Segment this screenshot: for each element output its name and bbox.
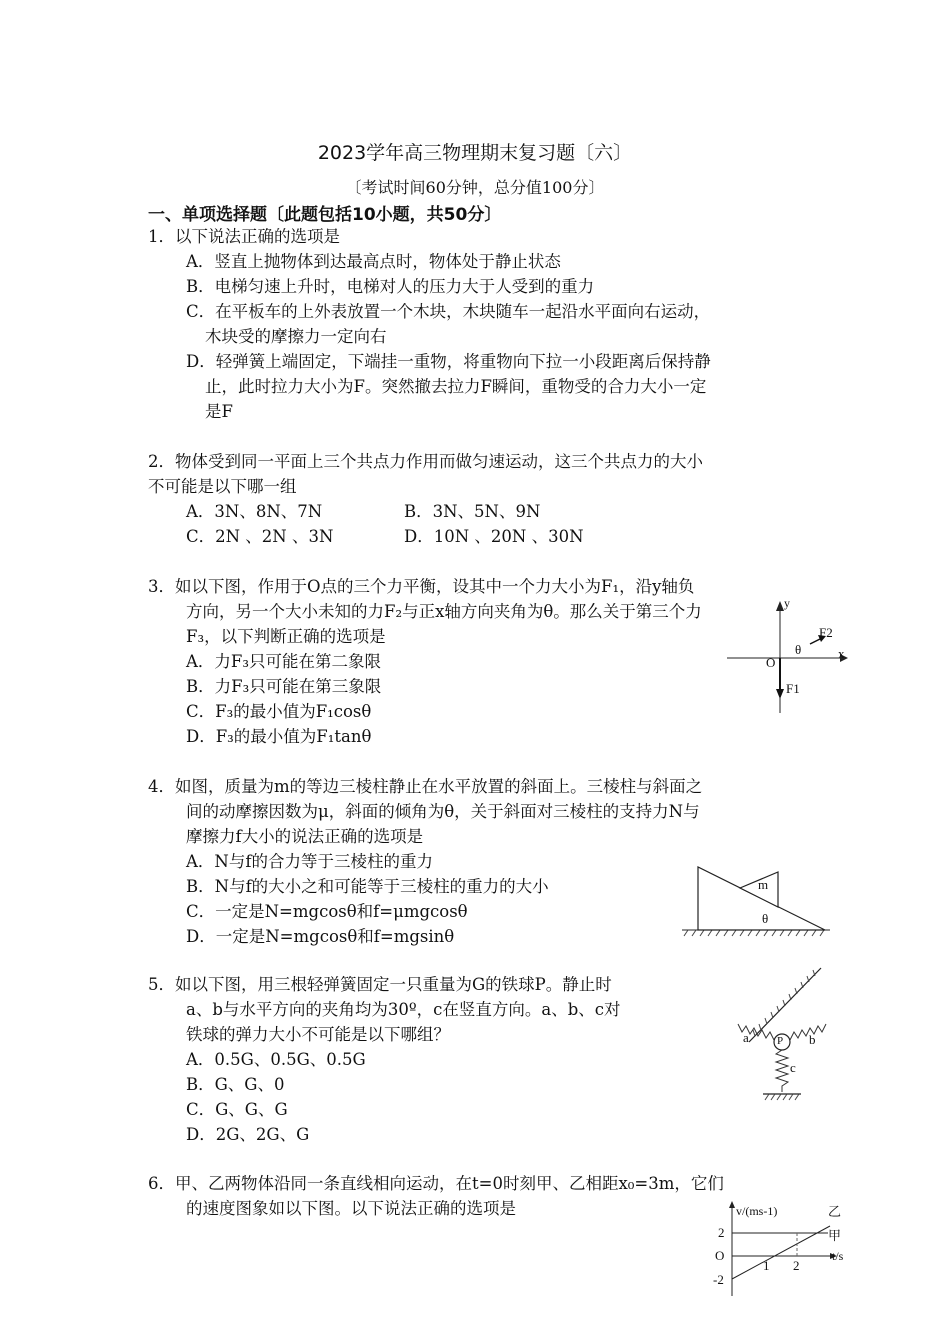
q3-x-label: x <box>838 646 845 661</box>
q6-y-axis-label: v/(ms-1) <box>736 1204 778 1218</box>
q5-spring-diagram <box>735 962 835 1107</box>
q5-spring-c-label: c <box>790 1060 796 1075</box>
q2-stem: 2．物体受到同一平面上三个共点力作用而做匀速运动，这三个共点力的大小 <box>148 452 703 471</box>
q2-option-a: A．3N、8N、7N <box>186 502 323 521</box>
q3-theta-label: θ <box>795 642 802 657</box>
q1-option-a: A．竖直上抛物体到达最高点时，物体处于静止状态 <box>186 252 561 271</box>
q1-option-d-cont2: 是F <box>205 402 233 421</box>
q4-option-a: A．N与f的合力等于三棱柱的重力 <box>186 852 433 871</box>
q3-stem-cont2: F₃，以下判断正确的选项是 <box>186 627 386 646</box>
q5-stem-cont: a、b与水平方向的夹角均为30º，c在竖直方向。a、b、c对 <box>186 1000 621 1019</box>
q6-stem-cont: 的速度图象如以下图。以下说法正确的选项是 <box>186 1199 516 1218</box>
q6-x-tick-2: 2 <box>793 1258 800 1273</box>
q3-force-diagram <box>722 595 852 720</box>
section-heading: 一、单项选择题〔此题包括10小题，共50分〕 <box>148 205 502 225</box>
q6-y-tick-2: 2 <box>718 1225 725 1240</box>
q3-y-label: y <box>784 596 790 610</box>
q1-option-d-cont: 止，此时拉力大小为F。突然撤去拉力F瞬间，重物受的合力大小一定 <box>205 377 707 396</box>
q3-option-d: D．F₃的最小值为F₁tanθ <box>186 727 372 746</box>
q1-option-c-cont: 木块受的摩擦力一定向右 <box>205 327 387 346</box>
q6-x-tick-1: 1 <box>763 1258 770 1273</box>
q2-option-d: D．10N 、20N 、30N <box>404 527 584 546</box>
q5-option-a: A．0.5G、0.5G、0.5G <box>186 1050 366 1069</box>
q3-option-a: A．力F₃只可能在第二象限 <box>186 652 381 671</box>
q3-f2-label: F2 <box>819 625 833 640</box>
q5-stem-cont2: 铁球的弹力大小不可能是以下哪组？ <box>186 1025 450 1044</box>
q5-spring-b-label: b <box>809 1032 816 1047</box>
q4-option-b: B．N与f的大小之和可能等于三棱柱的重力的大小 <box>186 877 549 896</box>
q5-stem: 5．如以下图，用三根轻弹簧固定一只重量为G的铁球P。静止时 <box>148 975 612 994</box>
page-title: 2023学年高三物理期末复习题〔六〕 <box>317 142 633 164</box>
q4-stem-cont: 间的动摩擦因数为μ，斜面的倾角为θ，关于斜面对三棱柱的支持力N与 <box>186 802 700 821</box>
q6-velocity-graph <box>700 1200 850 1300</box>
q4-option-d: D．一定是N=mgcosθ和f=mgsinθ <box>186 927 455 946</box>
q5-ball-label: P <box>777 1035 784 1047</box>
q4-stem: 4．如图，质量为m的等边三棱柱静止在水平放置的斜面上。三棱柱与斜面之 <box>148 777 703 796</box>
q4-stem-cont2: 摩擦力f大小的说法正确的选项是 <box>186 827 424 846</box>
q1-stem: 1．以下说法正确的选项是 <box>148 227 340 246</box>
q2-stem-cont: 不可能是以下哪一组 <box>148 477 297 496</box>
q3-option-c: C．F₃的最小值为F₁cosθ <box>186 702 372 721</box>
q6-line-yi-label: 乙 <box>828 1204 842 1219</box>
q6-x-axis-label: t/s <box>832 1249 844 1263</box>
q3-f1-label: F1 <box>786 681 800 696</box>
q4-incline-diagram <box>680 862 832 942</box>
q4-mass-label: m <box>758 877 769 892</box>
q6-y-tick-neg2: -2 <box>713 1272 724 1287</box>
q4-theta-label: θ <box>762 911 769 926</box>
q3-option-b: B．力F₃只可能在第三象限 <box>186 677 382 696</box>
q5-option-b: B．G、G、0 <box>186 1075 285 1094</box>
q2-option-c: C．2N 、2N 、3N <box>186 527 334 546</box>
q3-stem-cont: 方向，另一个大小未知的力F₂与正x轴方向夹角为θ。那么关于第三个力 <box>186 602 702 621</box>
q3-stem: 3．如以下图，作用于O点的三个力平衡，设其中一个力大小为F₁，沿y轴负 <box>148 577 695 596</box>
q2-option-b: B．3N、5N、9N <box>404 502 541 521</box>
q1-option-b: B．电梯匀速上升时，电梯对人的压力大于人受到的重力 <box>186 277 595 296</box>
q3-origin-label: O <box>766 655 776 670</box>
q5-option-d: D．2G、2G、G <box>186 1125 310 1144</box>
q5-option-c: C．G、G、G <box>186 1100 288 1119</box>
q6-stem: 6．甲、乙两物体沿同一条直线相向运动，在t=0时刻甲、乙相距x₀=3m，它们 <box>148 1174 724 1193</box>
q5-spring-a-label: a <box>743 1030 749 1045</box>
q4-option-c: C．一定是N=mgcosθ和f=μmgcosθ <box>186 902 468 921</box>
q1-option-d: D．轻弹簧上端固定，下端挂一重物，将重物向下拉一小段距离后保持静 <box>186 352 711 371</box>
q1-option-c: C．在平板车的上外表放置一个木块，木块随车一起沿水平面向右运动， <box>186 302 711 321</box>
exam-info: 〔考试时间60分钟，总分值100分〕 <box>345 178 605 197</box>
q6-origin-label: O <box>715 1248 725 1263</box>
q6-line-jia-label: 甲 <box>828 1228 842 1243</box>
